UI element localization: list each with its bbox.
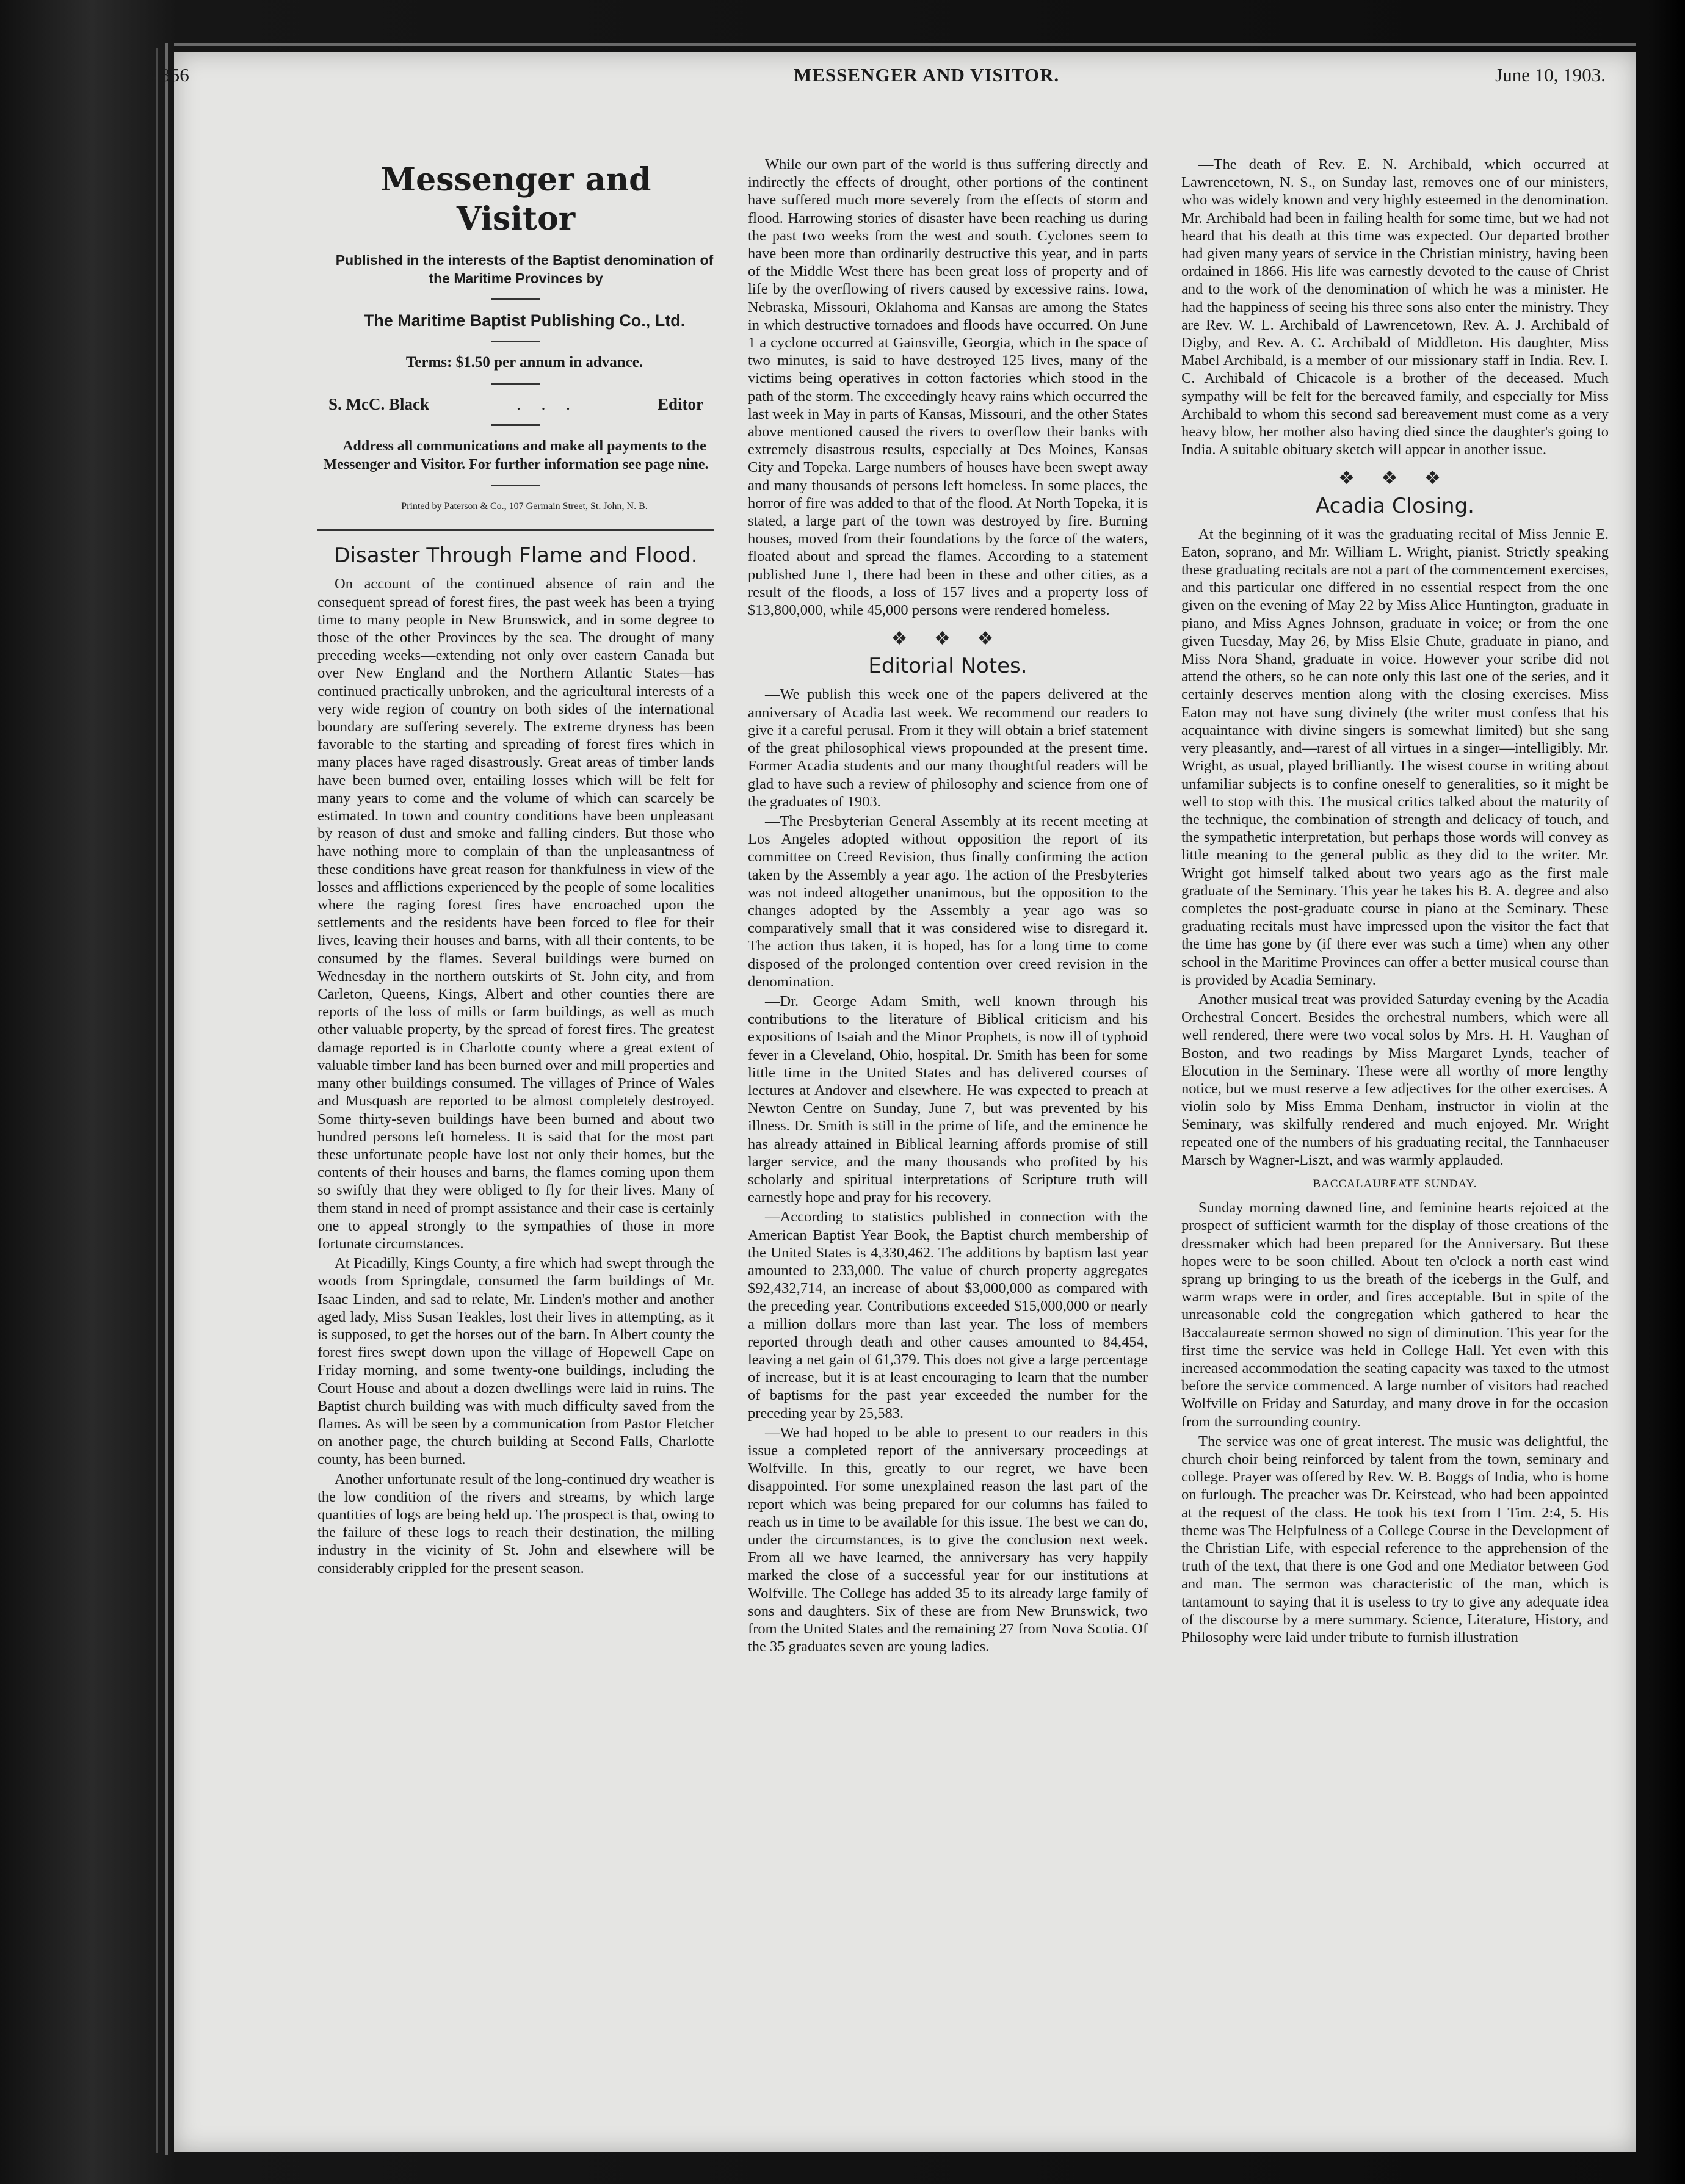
disaster-paragraph: On account of the continued absence of rain and the consequent spread of forest fires, the past week has been a trying time to many people in New Brunswick, and in some degree to those of the other Provinces by the sea. The drought of many preceding weeks—extending not only over eastern Canada but over New England and the Northern Atlantic States—has continued practically unbroken, and the agricultural interests of a very wide region of country on both sides of the international boundary are suffering severely. The extreme dryness has been favorable to the starting and spreading of forest fires which in many places have raged disastrously. Great areas of timber lands have been burned over, entailing losses which will be felt for many years to come and the volume of which can scarcely be estimated. In town and country conditions have been unpleasant by reason of dust and smoke and falling cinders. But those who have nothing more to complain of than the unpleasantness of these conditions have great reason for thankfulness in view of the losses and afflictions experienced by the people of some localities where the raging forest fires have encroached upon the settlements and the residents have been forced to flee for their lives, leaving their houses and barns, with all their contents, to be consumed by the flames. Several buildings were burned on Wednesday in the northern outskirts of St. John city, and from Carleton, Queens, Kings, Albert and other counties there are reports of the loss of mills or farm buildings, as well as much other valuable property, by the spread of forest fires. The greatest damage reported is in Charlotte county where a great extent of valuable timber land has been burned over and mill properties and many other buildings consumed. The villages of Prince of Wales and Musquash are reported to be almost completely destroyed. Some thirty-seven buildings have been burned and about two hundred persons left homeless. It is said that for the most part these unfortunate people have lost not only their homes, but the contents of their houses and barns, the flames coming upon them so swiftly that they were obliged to fly for their lives. Many of them stand in need of prompt assistance and their case is certainly one to appeal strongly to the sympathies of those in more fortunate circumstances. <box>317 576 714 1252</box>
page-edge-left <box>165 43 168 2155</box>
acadia-heading: Acadia Closing. <box>1316 493 1474 518</box>
editor-dots: . . . <box>516 395 570 413</box>
disaster-paragraph: Another unfortunate result of the long-continued dry weather is the low condition of the rivers and streams, by which large quantities of logs are being held up. The prospect is that, owing to the failure of these logs to reach their destination, the milling industry in the vicinity of St. John and elsewhere will be considerably crippled for the present season. <box>317 1470 714 1577</box>
section-rule <box>317 529 714 531</box>
printer-line: Printed by Paterson & Co., 107 Germain Street, St. John, N. B. <box>401 501 648 512</box>
ornament-dingbats: ❖ ❖ ❖ <box>891 629 1005 649</box>
running-head <box>147 64 1606 101</box>
masthead-publisher: The Maritime Baptist Publishing Co., Ltd. <box>363 311 686 330</box>
editor-label: Editor <box>657 395 703 413</box>
issue-date: June 10, 1903. <box>1495 64 1606 85</box>
masthead-description: Published in the interests of the Baptist denomination of the Maritime Provinces by <box>335 252 714 286</box>
column-right <box>1181 156 1609 1648</box>
paper-title: MESSENGER AND VISITOR. <box>794 64 1060 85</box>
masthead-rule <box>491 298 540 300</box>
masthead-rule <box>491 383 540 385</box>
masthead <box>317 161 714 515</box>
editorial-note: —According to statistics published in connection with the American Baptist Year Book, the Baptist church membership of the United States is 4,330,462. The additions by baptism last year amounted to 233,000. The value of church property aggregates $92,432,714, an increase of about $3,000,000 as compared with the preceding year. Contributions exceeded $15,000,000 or nearly a million dollars more than last year. The loss of members reported through death and other causes amounted to 84,454, leaving a net gain of 61,379. This does not give a large percentage of increase, but it is at least encouraging to learn that the number of baptisms for the past year exceeded the number for the preceding year by 25,583. <box>748 1209 1148 1422</box>
acadia-paragraph: Another musical treat was provided Saturday evening by the Acadia Orchestral Concert. Besides the orchestral numbers, which were all well rendered, there were two vocal solos by Mrs. H. H. Vaughan of Boston, and two readings by Miss Margaret Lynds, teacher of Elocution in the Seminary. These were all worthy of more lengthy notice, but we must reserve a few adjectives for the other exercises. A violin solo by Miss Emma Denham, instructor in violin at the Seminary, was skilfully rendered and much enjoyed. Mr. Wright repeated one of the numbers of his graduating recital, the Tannhaeuser Marsch by Wagner-Liszt, and was warmly applauded. <box>1181 991 1609 1168</box>
editor-name: S. McC. Black <box>328 395 429 413</box>
masthead-name: Messenger and Visitor <box>380 161 651 237</box>
editorial-notes-heading: Editorial Notes. <box>868 654 1027 679</box>
editor-line <box>328 396 703 413</box>
column-middle <box>748 156 1148 1657</box>
masthead-rule <box>491 424 540 426</box>
masthead-rule <box>491 485 540 486</box>
disaster-paragraph: While our own part of the world is thus suffering directly and indirectly the effects of drought, other portions of the continent have suffered much more severely from the effects of storm and flood. Harrowing stories of disaster have been reaching us during the past two weeks from the west and south. Cyclones seem to have been more than ordinarily destructive this year, and in parts of the Middle West there has been great loss of property and of life by the overflowing of rivers caused by excessive rains. Iowa, Nebraska, Missouri, Oklahoma and Kansas are among the States in which destructive tornadoes and floods have occurred. On June 1 a cyclone occurred at Gainsville, Georgia, which in the space of two minutes, is said to have destroyed 125 lives, many of the victims being operatives in cotton factories which stood in the path of the storm. The exceedingly heavy rains which occurred the last week in May in parts of Kansas, Missouri, and the other States above mentioned caused the rivers to overflow their banks with extremely disastrous results, especially at Des Moines, Kansas City and Topeka. Large numbers of houses have been swept away and many thousands of persons left homeless. In some places, the horror of fire was added to that of the flood. At North Topeka, it is stated, a large part of the town was destroyed by fire. Burning houses, moved from their foundations by the force of the waters, floated about and spread the flames. According to a statement published June 1, there had been in these and other cities, as a result of the floods, a loss of 157 lives and a property loss of $13,800,000, while 45,000 persons were rendered homeless. <box>748 156 1148 619</box>
editorial-note: —We publish this week one of the papers delivered at the anniversary of Acadia last week. We recommend our readers to give it a careful perusal. From it they will obtain a brief statement of the great philosophical views propounded at the present time. Former Acadia students and our many thoughtful readers will be glad to have such a review of philosophy and science from one of the graduates of 1903. <box>748 686 1148 810</box>
editorial-note: —We had hoped to be able to present to our readers in this issue a completed report of the anniversary proceedings at Wolfville. In this, greatly to our regret, we have been disappointed. For some unexplained reason the last part of the report which was being prepared for our columns has failed to reach us in time to be available for this issue. The best we can do, under the circumstances, is to give the conclusion next week. From all we have learned, the anniversary has very happily marked the close of a successful year for our institutions at Wolfville. The College has added 35 to its already large family of sons and daughters. Six of these are from New Brunswick, two from the United States and the remaining 27 from Nova Scotia. Of the 35 graduates seven are young ladies. <box>748 1424 1148 1655</box>
disaster-heading: Disaster Through Flame and Flood. <box>334 543 698 568</box>
page-edge-top <box>174 43 1636 46</box>
editorial-note: —Dr. George Adam Smith, well known through his contributions to the literature of Biblical criticism and his expositions of Isaiah and the Minor Prophets, is now ill of typhoid fever in a Cleveland, Ohio, hospital. Dr. Smith has been for some little time in the United States and has delivered courses of lectures at Andover and elsewhere. He was expected to preach at Newton Centre on Sunday, June 7, but was prevented by his illness. Dr. Smith is still in the prime of life, and the eminence he has already attained in Biblical learning affords promise of still larger service, and the many thousands who profited by his scholarly and spiritual interpretations of Scripture truth will earnestly hope and pray for his recovery. <box>748 993 1148 1206</box>
acadia-paragraph: Sunday morning dawned fine, and feminine hearts rejoiced at the prospect of sufficient warmth for the display of those creations of the dressmaker which had been prepared for the Anniversary. But these hopes were to be soon chilled. About ten o'clock a north east wind sprang up bringing to us the breath of the icebergs in the Gulf, and warm wraps were in order, and fires acceptable. But in spite of the unreasonable cold the congregation which gathered to hear the Baccalaureate sermon showed no sign of diminution. This year for the first time the service was held in College Hall. Yet even with this increased accommodation the seating capacity was taxed to the utmost before the service commenced. A large number of visitors had reached Wolfville on Friday and Saturday, and many drove in for the occasion from the surrounding country. <box>1181 1199 1609 1430</box>
page-number: 4 356 <box>147 64 189 85</box>
disaster-paragraph: At Picadilly, Kings County, a fire which had swept through the woods from Springdale, consumed the farm buildings of Mr. Isaac Linden, and sad to relate, Mr. Linden's mother and another aged lady, Miss Susan Teakles, lost their lives in attempting, as it is supposed, to get the horses out of the barn. In Albert county the forest fires swept down upon the village of Hopewell Cape on Friday morning, and some twenty-one buildings, including the Court House and about a dozen dwellings were laid in ruins. The Baptist church building was with much difficulty saved from the flames. As will be seen by a communication from Pastor Fletcher on another page, the church building at Second Falls, Charlotte county, has been burned. <box>317 1255 714 1468</box>
column-left <box>317 156 714 1579</box>
address-note: Address all communications and make all payments to the Messenger and Visitor. For further information see page nine. <box>323 438 709 473</box>
editorial-note: —The Presbyterian General Assembly at its recent meeting at Los Angeles adopted without opposition the report of its committee on Creed Revision, thus finally confirming the action taken by the Assembly a year ago. The action of the Presbyteries was not indeed altogether unanimous, but the opposition to the changes adopted by the Assembly a year ago was so comparatively small that it was considered wise to disregard it. The action thus taken, it is hoped, has for a long time to come disposed of the prolonged contention over creed revision in the denomination. <box>748 812 1148 990</box>
editorial-note: —The death of Rev. E. N. Archibald, which occurred at Lawrencetown, N. S., on Sunday last, removes one of our ministers, who was widely known and very highly esteemed in the denomination. Mr. Archibald had been in failing health for some time, but we had not heard that his death at this time was expected. Our departed brother had given many years of service in the Christian ministry, having been ordained in 1866. His life was earnestly devoted to the cause of Christ and to the work of the denomination of which he was a minister. He had the happiness of seeing his three sons also enter the ministry. They are Rev. W. L. Archibald of Lawrencetown, Rev. A. J. Archibald of Digby, and Rev. A. C. Archibald of Middleton. His daughter, Miss Mabel Archibald, is a member of our missionary staff in India. Rev. I. C. Archibald of Chicacole is a brother of the deceased. Much sympathy will be felt for the bereaved family, and especially for Miss Archibald to whom this second sad bereavement must come as a very heavy blow, her mother also having died since the daughter's going to India. A suitable obituary sketch will appear in another issue. <box>1181 156 1609 458</box>
acadia-paragraph: At the beginning of it was the graduating recital of Miss Jennie E. Eaton, soprano, and Mr. William L. Wright, pianist. Strictly speaking these graduating recitals are not a part of the commencement exercises, and this particular one differed in no essential respect from the one given on the evening of May 22 by Miss Alice Huntington, graduate in piano, and Miss Agnes Johnson, graduate in voice; or from the one given Tuesday, May 26, by Miss Elsie Chute, graduate in piano, and Miss Nora Shand, graduate in voice. However your scribe did not attend the others, so he can note only this last one of the series, and it certainly deserves mention along with the closing exercises. Miss Eaton may not have sung divinely (the writer must confess that his acquaintance with divine singers is somewhat limited) but she sang very pleasantly, and—rarest of all virtues in a singer—intelligibly. Mr. Wright, as usual, played brilliantly. The wisest course in writing about unfamiliar subjects is to confine oneself to generalities, so it might be well to stop with this. The musical critics talked about the maturity of the technique, the combination of strength and delicacy of touch, and the sympathetic interpretation, but perhaps those words will convey as little meaning to the general public as they did to the writer. Mr. Wright got himself talked about two years ago as the first male graduate of the Seminary. This year he takes his B. A. degree and also completes the post-graduate course in piano at the Seminary. These graduating recitals must have impressed upon the visitor the fact that the time has gone by (if there ever was such a time) when any other school in the Maritime Provinces can offer a better musical course than is provided by Acadia Seminary. <box>1181 526 1609 988</box>
editorial-notes <box>748 685 1148 1655</box>
page-edge-left-2 <box>156 48 158 2153</box>
ornament-dingbats: ❖ ❖ ❖ <box>1338 468 1452 489</box>
baccalaureate-subheading: BACCALAUREATE SUNDAY. <box>1313 1177 1477 1190</box>
masthead-terms: Terms: $1.50 per annum in advance. <box>405 354 643 371</box>
acadia-paragraph: The service was one of great interest. The music was delightful, the church choir being reinforced by talent from the town, seminary and college. Prayer was offered by Rev. W. B. Boggs of India, who is home on furlough. The preacher was Dr. Keirstead, who had been appointed at the request of the class. He took his text from I Tim. 2:4, 5. His theme was The Helpfulness of a College Course in the Development of the Christian Life, with especial reference to the apprehension of the truth of the text, that there is one God and one Mediator between God and man. The sermon was characteristic of the man, which is tantamount to saying that it is useless to try to give any adequate idea of the discourse by a mere summary. Science, Literature, History, and Philosophy were laid under tribute to furnish illustration <box>1181 1433 1609 1646</box>
masthead-rule <box>491 341 540 342</box>
